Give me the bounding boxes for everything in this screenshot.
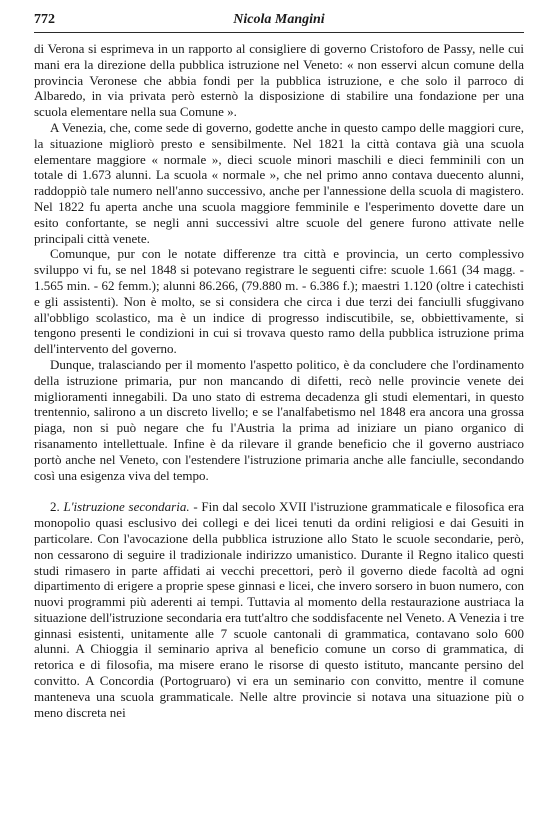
page-number: 772 — [34, 12, 55, 27]
section-text: - Fin dal secolo XVII l'istruzione grammaticale e filosofica era monopolio quasi esclusivo dei collegi e dei licei tenuti da ordini religiosi e dai Gesuiti in particolare. Con l'avocazione della pubblica istruzione allo Stato le scuole secondarie, però, non cessarono di seguire il tradizionale indirizzo umanistico. Durante il Regno italico questi studi rimasero in parte affidati ai vecchi precettori, però il governo diede facoltà ad ogni dipartimento di erigere a proprie spese ginnasi e licei, che invero sorsero in buon numero, con nuovi programmi più aderenti ai tempi. Tuttavia al momento della restaurazione austriaca la situazione dell'istruzione secondaria era tutt'altro che soddisfacente nel Veneto. A Venezia i tre ginnasi esistenti, unitamente alle 7 scuole cantonali di grammatica, contavano solo 600 alunni. A Chioggia il seminario apriva al beneficio comune un corso di grammatica, di retorica e di filosofia, ma misere erano le risorse di questo istituto, mancante persino del convitto. A Concordia (Portogruaro) vi era un seminario con convitto, mentre il comune manteneva una scuola grammaticale. Nelle altre provincie si notava una situazione più o meno discreta nei — [34, 499, 525, 720]
section-number: 2. — [50, 499, 60, 515]
paragraph-conclusion: Dunque, tralasciando per il momento l'aspetto politico, è da concludere che l'ordinamento della istruzione primaria, pur non mancando di difetti, recò nelle provincie venete dei miglioramenti innegabili. Da uno stato di estrema decadenza gli studi elementari, in questo trentennio, salirono a un discreto livello; e se l'analfabetismo nel 1848 era ancora una grossa piaga, non si può negare che fu l'Austria la prima ad iniziare un piano organico di risanamento intellettuale. Infine è da rilevare il grande beneficio che il governo austriaco portò anche nel Veneto, con l'estendere l'istruzione primaria anche alle fanciulle, secondando così una esigenza viva del tempo. — [34, 356, 524, 483]
running-head — [34, 10, 524, 33]
paragraph-venezia: A Venezia, che, come sede di governo, godette anche in questo campo delle maggiori cure, la situazione migliorò presto e sensibilmente. Nel 1821 la città contava già una scuola elementare maggiore « normale », dieci scuole minori maschili e dieci femminili con un totale di 1.673 alunni. La scuola « normale », che nel primo anno contava duecento alunni, raddoppiò tale numero nell'anno successivo, anche per l'annessione della scuola di magistero. Nel 1822 fu aperta anche una scuola maggiore femminile e l'esperimento dovette dare un esito confortante, se negli anni successivi altre scuole del genere furono attivate nelle principali città venete. — [34, 119, 524, 246]
paragraph-statistics-1848: Comunque, pur con le notate differenze tra città e provincia, un certo complessivo sviluppo vi fu, se nel 1848 si potevano registrare le seguenti cifre: scuole 1.661 (34 magg. - 1.565 min. - 62 femm.); alunni 86.266, (79.880 m. - 6.386 f.); maestri 1.120 (oltre i catechisti e gli assistenti). Non è molto, se si considera che circa i due terzi dei fanciulli sfuggivano all'obbligo scolastico, ma è un indice di progresso indiscutibile, se, obbiettivamente, si tengono presenti le condizioni in cui si trovava questo ramo della pubblica istruzione prima dell'intervento del governo. — [34, 246, 524, 357]
section-spacer — [34, 483, 524, 499]
paragraph-verona-report: di Verona si esprimeva in un rapporto al consigliere di governo Cristoforo de Passy, nelle cui mani era la direzione della pubblica istruzione nel Veneto: « non esservi alcun comune della provincia Veronese che abbia fondi per la pubblica istruzione, e che solo il parroco di Albaredo, in via privata però esternò la disposizione di stabilire una fondazione per una scuola elementare nella sua Comune ». — [34, 41, 524, 120]
book-page — [34, 10, 524, 720]
body-text — [34, 41, 524, 720]
section-paragraph-secondary-education — [34, 499, 524, 720]
section-heading: L'istruzione secondaria. — [63, 499, 190, 515]
running-title: Nicola Mangini — [233, 12, 325, 27]
